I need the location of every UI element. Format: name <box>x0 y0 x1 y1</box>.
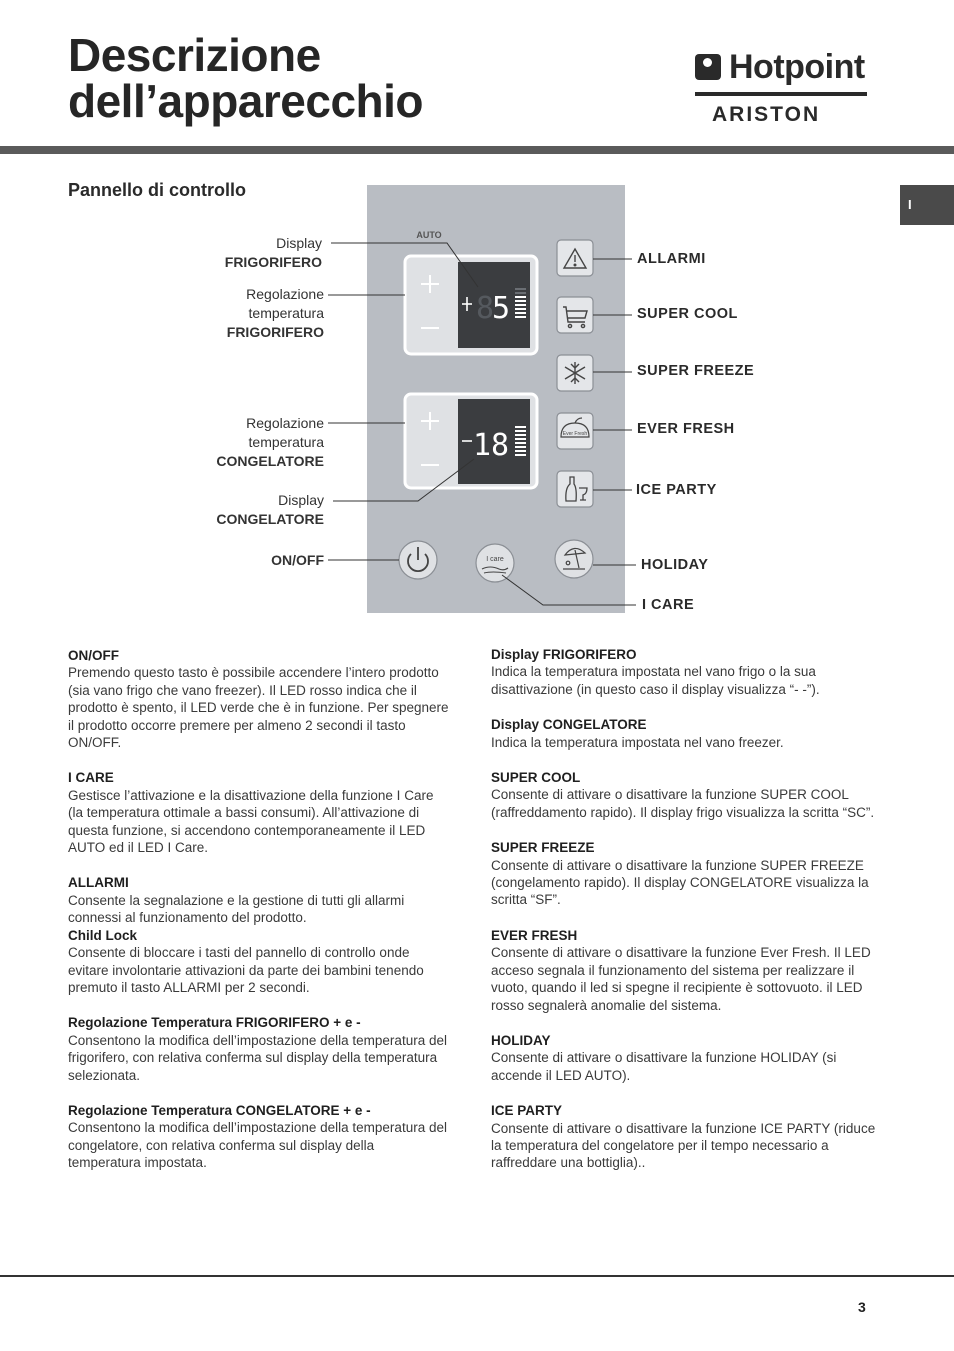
right-description-column <box>491 646 883 1190</box>
dispcong-heading: Display CONGELATORE <box>491 717 647 733</box>
superfreeze-text: Consente di attivare o disattivare la funzione SUPER FREEZE (congelamento rapido). Il display CONGELATORE visualizza la scritta “SF”. <box>491 857 869 908</box>
callout-ice-party: ICE PARTY <box>636 482 717 498</box>
label-regolazione-congelatore <box>216 414 324 471</box>
ice-party-button <box>557 471 593 507</box>
label-display-congelatore-line-1: Display <box>278 492 324 508</box>
ever-fresh-icon-text: Ever Fresh <box>562 431 588 437</box>
icare-heading: I CARE <box>68 770 114 786</box>
label-display-frigorifero-line-2: FRIGORIFERO <box>224 254 322 270</box>
everfresh-text: Consente di attivare o disattivare la funzione Ever Fresh. Il LED acceso segnala il funzionamento del sistema per realizzare il vuoto, quando il led si spegne il recipiente è sottovuoto. il LED rosso segnalerà anomalie del sistema. <box>491 945 871 1013</box>
label-regolazione-congelatore-line-1: Regolazione <box>246 415 324 431</box>
callout-allarmi: ALLARMI <box>637 251 706 267</box>
fridge-display-value: 5 <box>492 291 511 326</box>
page-title-line-2: dell’apparecchio <box>68 75 424 127</box>
regcong-heading: Regolazione Temperatura CONGELATORE + e - <box>68 1102 371 1118</box>
label-regolazione-frigorifero-line-2: temperatura <box>248 305 324 321</box>
dispfrigo-heading: Display FRIGORIFERO <box>491 647 637 662</box>
allarmi-button <box>557 240 593 276</box>
brand-name: Hotpoint <box>729 48 865 86</box>
section-title: Pannello di controllo <box>68 180 247 200</box>
left-description-column <box>68 647 450 1190</box>
page-number: 3 <box>858 1299 866 1315</box>
label-onoff <box>271 551 324 570</box>
fridge-display-ghost-digit: 8 <box>476 291 495 326</box>
holiday-button <box>555 540 593 578</box>
icare-button <box>476 544 514 582</box>
label-display-frigorifero-line-1: Display <box>276 235 322 251</box>
label-regolazione-frigorifero-line-3: FRIGORIFERO <box>226 324 324 340</box>
control-panel-diagram <box>0 0 954 640</box>
iceparty-text: Consente di attivare o disattivare la funzione ICE PARTY (riduce la temperatura del congelatore per il tempo necessario a raffreddare una bottiglia).. <box>491 1120 876 1171</box>
label-onoff-text: ON/OFF <box>271 552 324 568</box>
iceparty-heading: ICE PARTY <box>491 1103 563 1119</box>
regfrigo-heading: Regolazione Temperatura FRIGORIFERO + e - <box>68 1015 361 1031</box>
freezer-control-block <box>405 394 537 488</box>
fridge-control-block <box>405 256 537 354</box>
label-regolazione-frigorifero <box>227 285 324 342</box>
superfreeze-heading: SUPER FREEZE <box>491 840 595 856</box>
regfrigo-text: Consentono la modifica dell’impostazione della temperatura del frigorifero, con relativa conferma sul display della temperatura selezionata. <box>68 1032 447 1083</box>
onoff-text: Premendo questo tasto è possibile accendere l’intero prodotto (sia vano frigo che vano freezer). Il LED rosso indica che il prodotto è spento, il LED verde che è in funzione. Per spegnere il prodotto occorre premere per almeno 2 secondi il tasto ON/OFF. <box>68 665 449 751</box>
brand-subname: ARISTON <box>712 103 821 126</box>
ever-fresh-button <box>557 413 593 449</box>
allarmi-heading: ALLARMI <box>68 875 129 891</box>
onoff-button <box>399 541 437 579</box>
label-display-congelatore <box>216 491 324 529</box>
super-cool-button <box>557 297 593 333</box>
onoff-heading: ON/OFF <box>68 648 119 663</box>
callout-holiday: HOLIDAY <box>641 557 709 573</box>
callout-super-cool: SUPER COOL <box>637 306 738 322</box>
dispcong-text: Indica la temperatura impostata nel vano freezer. <box>491 734 784 750</box>
callout-ever-fresh: EVER FRESH <box>637 421 735 437</box>
supercool-heading: SUPER COOL <box>491 770 581 786</box>
callout-icare: I CARE <box>642 597 695 613</box>
everfresh-heading: EVER FRESH <box>491 927 578 943</box>
label-regolazione-congelatore-line-2: temperatura <box>248 434 324 450</box>
supercool-text: Consente di attivare o disattivare la funzione SUPER COOL (raffreddamento rapido). Il display frigo visualizza la scritta “SC”. <box>491 787 875 820</box>
auto-led-label: AUTO <box>416 230 442 240</box>
label-regolazione-congelatore-line-3: CONGELATORE <box>216 453 324 469</box>
page-title-line-1: Descrizione <box>68 29 321 81</box>
dispfrigo-text: Indica la temperatura impostata nel vano frigo o la sua disattivazione (in questo caso il display visualizza “- -”). <box>491 664 820 697</box>
holiday-text: Consente di attivare o disattivare la funzione HOLIDAY (si accende il LED AUTO). <box>491 1050 837 1083</box>
icare-text: Gestisce l’attivazione e la disattivazione della funzione I Care (la temperatura ottimale a bassi consumi). All’attivazione di questa funzione, si accendono contemporaneamente il LED AUTO ed il LED I Care. <box>68 787 434 856</box>
allarmi-text: Consente la segnalazione e la gestione di tutti gli allarmi connessi al funzionamento del prodotto. <box>68 892 405 926</box>
label-display-congelatore-line-2: CONGELATORE <box>216 511 324 527</box>
regcong-text: Consentono la modifica dell’impostazione della temperatura del congelatore, con relativa conferma sul display della temperatura impostata. <box>68 1120 447 1171</box>
childlock-text: Consente di bloccare i tasti del pannello di controllo onde evitare involontarie attivazioni da parte dei bambini tenendo premuto il tasto ALLARMI per 2 secondi. <box>68 945 424 995</box>
language-tab: I <box>900 185 954 225</box>
label-display-frigorifero <box>225 234 322 272</box>
footer-divider <box>0 1275 954 1277</box>
super-freeze-button <box>557 355 593 391</box>
childlock-heading: Child Lock <box>68 927 138 943</box>
holiday-heading: HOLIDAY <box>491 1032 551 1048</box>
freezer-display-value: 18 <box>473 428 510 463</box>
callout-super-freeze: SUPER FREEZE <box>637 363 755 379</box>
icare-icon-text: I care <box>486 556 504 563</box>
label-regolazione-frigorifero-line-1: Regolazione <box>246 286 324 302</box>
